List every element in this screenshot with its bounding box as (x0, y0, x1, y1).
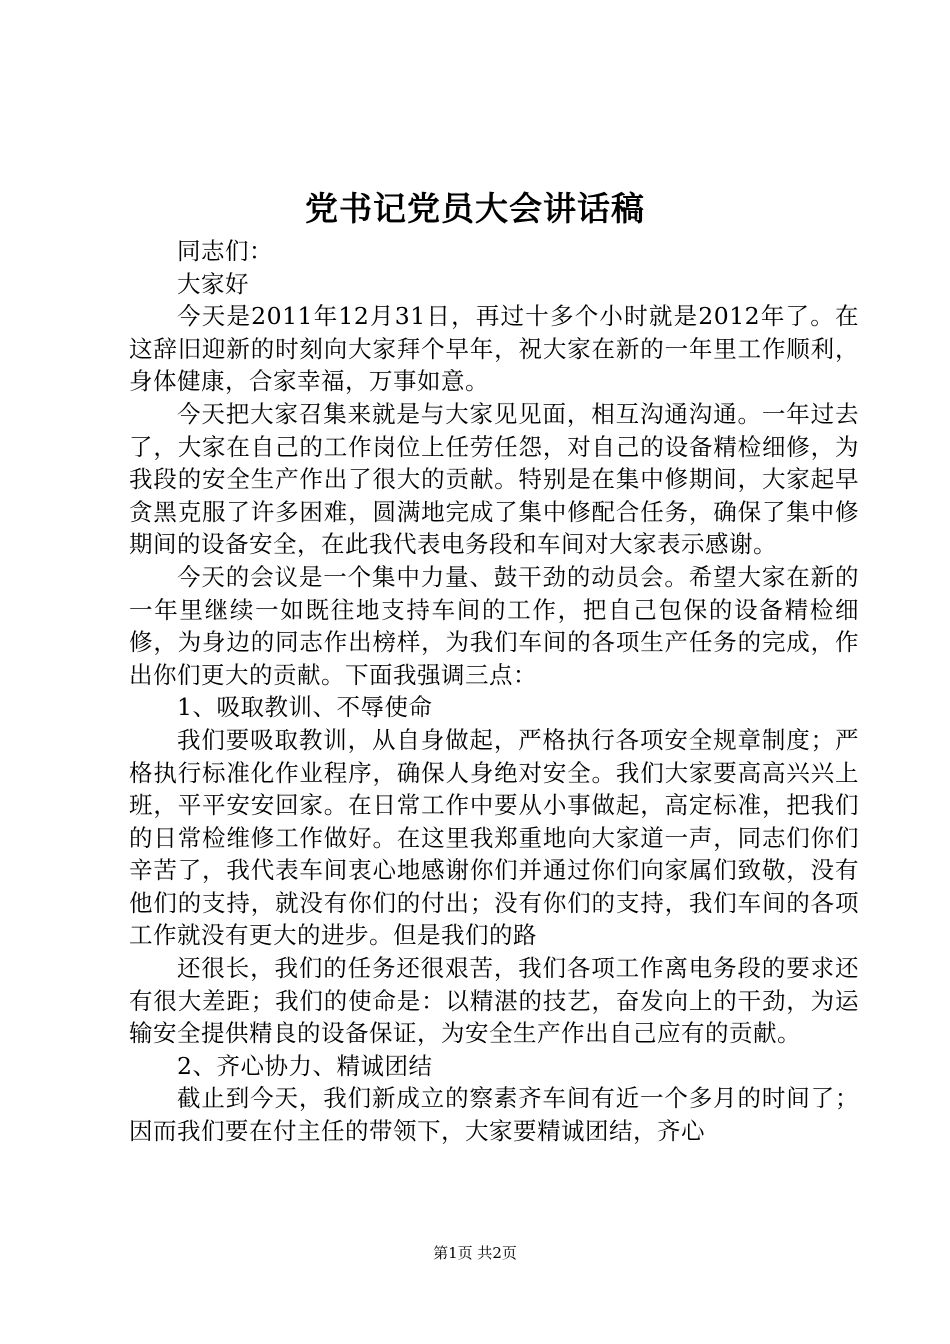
document-body (129, 235, 859, 1148)
page-number-footer: 第1页 共2页 (433, 1244, 517, 1262)
paragraph-thanks: 今天把大家召集来就是与大家见见面，相互沟通沟通。一年过去了，大家在自己的工作岗位上任劳任怨，对自己的设备精检细修，为我段的安全生产作出了很大的贡献。特别是在集中修期间，大家起早贪黑克服了许多困难，圆满地完成了集中修配合任务，确保了集中修期间的设备安全，在此我代表电务段和车间对大家表示感谢。 (129, 399, 859, 559)
document-title: 党书记党员大会讲话稿 (305, 189, 645, 228)
paragraph-mission: 还很长，我们的任务还很艰苦，我们各项工作离电务段的要求还有很大差距；我们的使命是：以精湛的技艺，奋发向上的干劲，为运输安全提供精良的设备保证，为安全生产作出自己应有的贡献。 (129, 954, 859, 1048)
paragraph-mobilization: 今天的会议是一个集中力量、鼓干劲的动员会。希望大家在新的一年里继续一如既往地支持车间的工作，把自己包保的设备精检细修，为身边的同志作出榜样，为我们车间的各项生产任务的完成，作出你们更大的贡献。下面我强调三点： (129, 562, 859, 689)
paragraph-unity: 截止到今天，我们新成立的察素齐车间有近一个多月的时间了；因而我们要在付主任的带领下，大家要精诚团结，齐心 (129, 1084, 859, 1146)
section-heading-2: 2、齐心协力、精诚团结 (177, 1051, 433, 1080)
section-heading-1: 1、吸取教训、不辱使命 (177, 693, 433, 722)
paragraph-safety: 我们要吸取教训，从自身做起，严格执行各项安全规章制度；严格执行标准化作业程序，确保人身绝对安全。我们大家要高高兴兴上班，平平安安回家。在日常工作中要从小事做起，高定标准，把我们的日常检维修工作做好。在这里我郑重地向大家道一声，同志们你们辛苦了，我代表车间衷心地感谢你们并通过你们向家属们致敬，没有他们的支持，就没有你们的付出；没有你们的支持，我们车间的各项工作就没有更大的进步。但是我们的路 (129, 725, 859, 950)
paragraph-greeting: 大家好 (177, 269, 249, 298)
paragraph-new-year: 今天是2011年12月31日，再过十多个小时就是2012年了。在这辞旧迎新的时刻向大家拜个早年，祝大家在新的一年里工作顺利，身体健康，合家幸福，万事如意。 (129, 302, 859, 396)
paragraph-salutation: 同志们： (177, 237, 273, 265)
